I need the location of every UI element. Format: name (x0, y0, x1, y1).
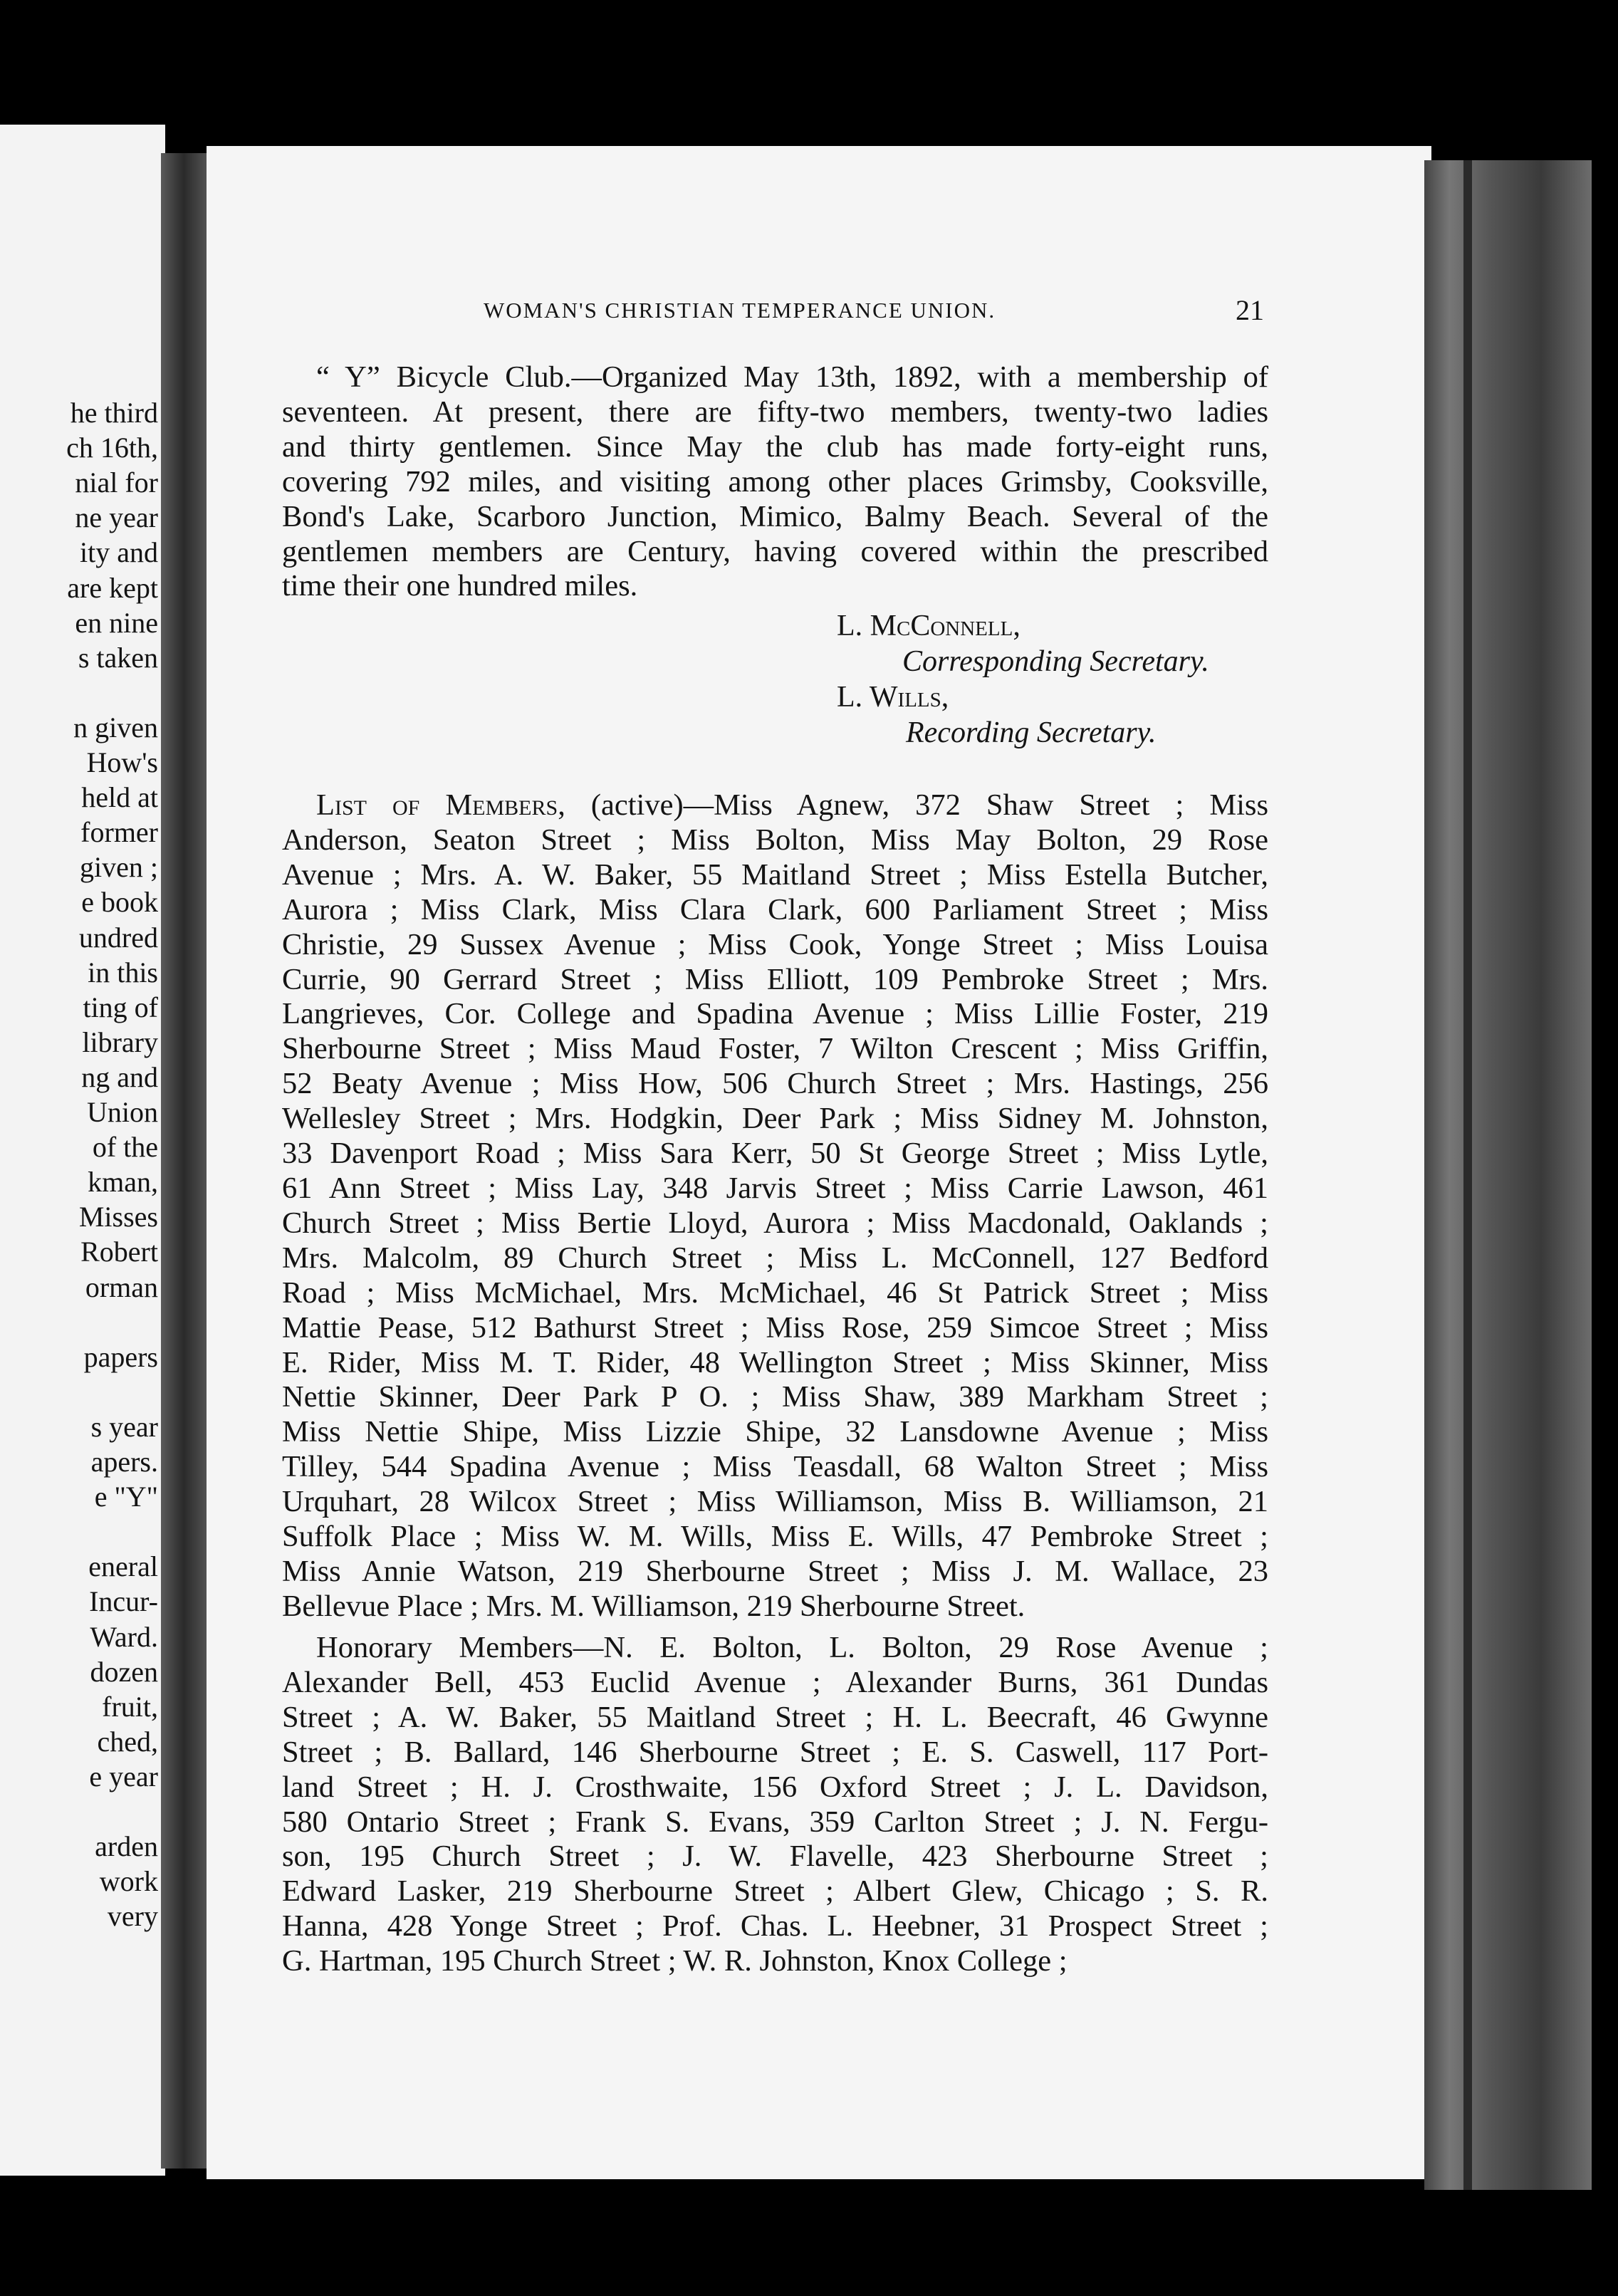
left-page-line: en nine (75, 606, 158, 639)
left-page-line: eneral (88, 1550, 158, 1583)
text-line: land Street ; H. J. Crosthwaite, 156 Oxford Street ; J. L. Davidson, (282, 1770, 1268, 1804)
list-of-members-paragraph (282, 788, 1268, 1624)
page-number: 21 (1236, 294, 1264, 326)
text-line: time their one hundred miles. (282, 569, 638, 603)
left-page-line: are kept (67, 571, 158, 604)
text-line: Edward Lasker, 219 Sherbourne Street ; Albert Glew, Chicago ; S. R. (282, 1874, 1268, 1909)
left-page-line: former (80, 816, 158, 849)
left-page-line: Union (87, 1096, 158, 1128)
text-line: Church Street ; Miss Bertie Lloyd, Aurora ; Miss Macdonald, Oaklands ; (282, 1206, 1268, 1240)
left-page-line: Ward. (90, 1620, 158, 1653)
left-page-line: n given (73, 711, 158, 743)
left-page-line: s year (90, 1410, 158, 1443)
left-page-line: arden (95, 1830, 158, 1863)
text-line: Mattie Pease, 512 Bathurst Street ; Miss Rose, 259 Simcoe Street ; Miss (282, 1310, 1268, 1345)
text-line: gentlemen members are Century, having covered within the prescribed (282, 534, 1268, 568)
text-line: Bond's Lake, Scarboro Junction, Mimico, Balmy Beach. Several of the (282, 499, 1268, 533)
left-page-line: fruit, (102, 1690, 158, 1723)
text-line: Urquhart, 28 Wilcox Street ; Miss Williamson, Miss B. Williamson, 21 (282, 1485, 1268, 1519)
left-page-line: of the (92, 1131, 158, 1164)
left-page-line: ng and (81, 1060, 158, 1093)
text-line: Miss Nettie Shipe, Miss Lizzie Shipe, 32 Lansdowne Avenue ; Miss (282, 1415, 1268, 1449)
text-line: Currie, 90 Gerrard Street ; Miss Elliott, 109 Pembroke Street ; Mrs. (282, 962, 1268, 996)
left-page-line: nial for (75, 466, 158, 499)
left-page-line: kman, (88, 1166, 158, 1199)
signature-title-1: Corresponding Secretary. (902, 645, 1209, 678)
text-line: 61 Ann Street ; Miss Lay, 348 Jarvis Street ; Miss Carrie Lawson, 461 (282, 1171, 1268, 1205)
left-page-line: apers. (90, 1446, 158, 1478)
left-page-line: undred (78, 921, 158, 954)
left-page-line: library (82, 1026, 158, 1058)
text-line: G. Hartman, 195 Church Street ; W. R. Johnston, Knox College ; (282, 1944, 1068, 1978)
left-page-line: How's (86, 746, 158, 778)
text-line: Wellesley Street ; Mrs. Hodgkin, Deer Park ; Miss Sidney M. Johnston, (282, 1102, 1268, 1136)
text-line: Langrieves, Cor. College and Spadina Avenue ; Miss Lillie Foster, 219 (282, 997, 1268, 1031)
text-line: Bellevue Place ; Mrs. M. Williamson, 219 Sherbourne Street. (282, 1589, 1025, 1623)
text-line: Anderson, Seaton Street ; Miss Bolton, Miss May Bolton, 29 Rose (282, 823, 1268, 857)
text-line: Street ; B. Ballard, 146 Sherbourne Street ; E. S. Caswell, 117 Port- (282, 1735, 1268, 1769)
left-page-line: ting of (83, 991, 158, 1023)
left-page-line: given ; (80, 851, 158, 884)
text-line: Christie, 29 Sussex Avenue ; Miss Cook, Yonge Street ; Miss Louisa (282, 927, 1268, 961)
left-page-line: work (99, 1865, 158, 1898)
text-line: Mrs. Malcolm, 89 Church Street ; Miss L. McConnell, 127 Bedford (282, 1241, 1268, 1275)
left-page-line: ched, (97, 1725, 158, 1758)
text-line: Tilley, 544 Spadina Avenue ; Miss Teasdall, 68 Walton Street ; Miss (282, 1450, 1268, 1484)
bicycle-club-paragraph (282, 360, 1268, 604)
text-line: Avenue ; Mrs. A. W. Baker, 55 Maitland Street ; Miss Estella Butcher, (282, 857, 1268, 892)
text-line: Sherbourne Street ; Miss Maud Foster, 7 Wilton Crescent ; Miss Griffin, (282, 1032, 1268, 1066)
text-line: “ Y” Bicycle Club.—Organized May 13th, 1892, with a membership of (316, 360, 1268, 394)
left-page-line: s taken (78, 641, 158, 674)
text-line: Road ; Miss McMichael, Mrs. McMichael, 46 St Patrick Street ; Miss (282, 1275, 1268, 1310)
text-line: Street ; A. W. Baker, 55 Maitland Street ; H. L. Beecraft, 46 Gwynne (282, 1700, 1268, 1734)
left-page-line: very (107, 1900, 158, 1933)
left-page-line: orman (85, 1270, 158, 1303)
left-page-line: Misses (78, 1201, 158, 1233)
text-line: Aurora ; Miss Clark, Miss Clara Clark, 600 Parliament Street ; Miss (282, 892, 1268, 927)
text-line: List of Members, (active)—Miss Agnew, 372 Shaw Street ; Miss (316, 788, 1268, 822)
text-line: son, 195 Church Street ; J. W. Flavelle, 423 Sherbourne Street ; (282, 1840, 1268, 1874)
signature-title-2: Recording Secretary. (906, 716, 1157, 749)
left-page-line: he third (70, 397, 158, 429)
text-line: Nettie Skinner, Deer Park P O. ; Miss Shaw, 389 Markham Street ; (282, 1380, 1268, 1414)
honorary-members-paragraph (282, 1631, 1268, 1979)
left-page-line: in this (88, 956, 158, 988)
text-line: 580 Ontario Street ; Frank S. Evans, 359 Carlton Street ; J. N. Fergu- (282, 1805, 1268, 1839)
text-line: seventeen. At present, there are fifty-two members, twenty-two ladies (282, 395, 1268, 429)
left-page-line: e "Y" (94, 1481, 158, 1513)
left-page-line: Incur- (89, 1585, 158, 1618)
text-line: Suffolk Place ; Miss W. M. Wills, Miss E. Wills, 47 Pembroke Street ; (282, 1520, 1268, 1554)
left-page-line: held at (81, 781, 158, 814)
text-line: 52 Beaty Avenue ; Miss How, 506 Church Street ; Mrs. Hastings, 256 (282, 1067, 1268, 1101)
text-line: Miss Annie Watson, 219 Sherbourne Street ; Miss J. M. Wallace, 23 (282, 1554, 1268, 1588)
left-page-line: e book (81, 886, 158, 919)
text-line: E. Rider, Miss M. T. Rider, 48 Wellington Street ; Miss Skinner, Miss (282, 1345, 1268, 1379)
text-line: Honorary Members—N. E. Bolton, L. Bolton, 29 Rose Avenue ; (316, 1631, 1268, 1664)
text-line: 33 Davenport Road ; Miss Sara Kerr, 50 St George Street ; Miss Lytle, (282, 1137, 1268, 1171)
text-line: Alexander Bell, 453 Euclid Avenue ; Alexander Burns, 361 Dundas (282, 1665, 1268, 1699)
signature-name-1: L. McConnell, (837, 610, 1021, 642)
left-page-line: ity and (80, 536, 158, 569)
left-page-line: ch 16th, (66, 432, 158, 464)
signature-name-2: L. Wills, (837, 681, 949, 714)
left-page-line: Robert (80, 1236, 158, 1268)
text-line: covering 792 miles, and visiting among other places Grimsby, Cooksville, (282, 464, 1268, 499)
left-page-line: ne year (75, 501, 158, 534)
page-edge-stack (1424, 160, 1592, 2190)
left-page-line: dozen (90, 1655, 158, 1688)
running-head: WOMAN'S CHRISTIAN TEMPERANCE UNION. (484, 298, 996, 323)
left-page-line: e year (89, 1760, 158, 1793)
text-line: Hanna, 428 Yonge Street ; Prof. Chas. L. Heebner, 31 Prospect Street ; (282, 1909, 1268, 1943)
left-page-line: papers (83, 1340, 158, 1373)
text-line: and thirty gentlemen. Since May the club has made forty-eight runs, (282, 429, 1268, 464)
